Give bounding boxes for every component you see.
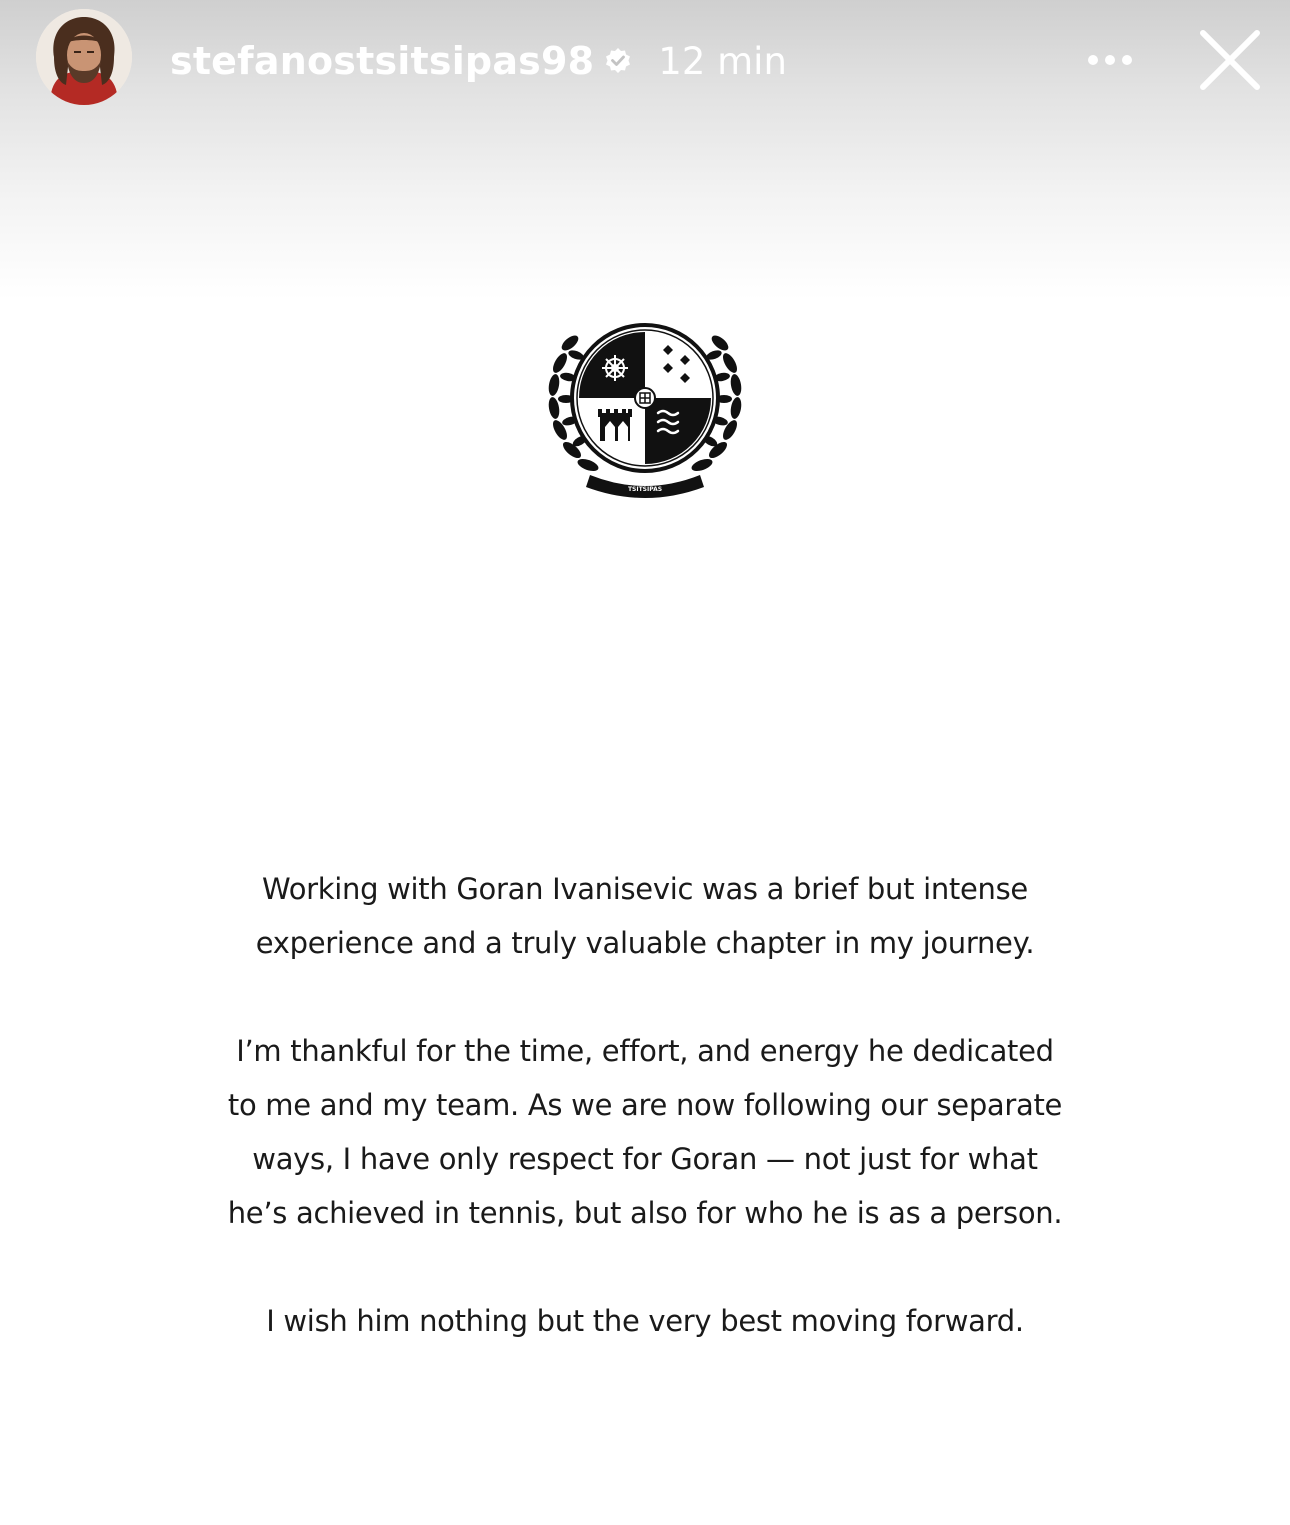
close-button[interactable] (1195, 25, 1265, 95)
verified-badge-icon (604, 47, 632, 75)
story-header (0, 0, 1290, 120)
close-icon (1195, 25, 1265, 95)
more-options-button[interactable] (1080, 40, 1140, 80)
profile-avatar[interactable] (36, 9, 132, 105)
post-time: 12 min (658, 39, 787, 83)
statement-paragraph-1: Working with Goran Ivanisevic was a brief but intense experience and a truly valuable chapter in my journey. (255, 872, 1035, 960)
username-row (170, 36, 787, 86)
crest-ribbon-text: TSITSIPAS (627, 486, 663, 493)
more-horizontal-icon (1085, 53, 1135, 67)
statement-paragraph-3: I wish him nothing but the very best moving forward. (266, 1304, 1024, 1338)
username[interactable]: stefanostsitsipas98 (170, 39, 595, 83)
statement-text (145, 862, 1145, 1402)
statement-paragraph-2: I’m thankful for the time, effort, and energy he dedicated to me and my team. As we are now following our separate ways, I have only respect for Goran — not just for what he’s achieved in tennis, but also for who he is as a person. (227, 1034, 1063, 1230)
tsitsipas-crest-emblem (540, 315, 750, 500)
